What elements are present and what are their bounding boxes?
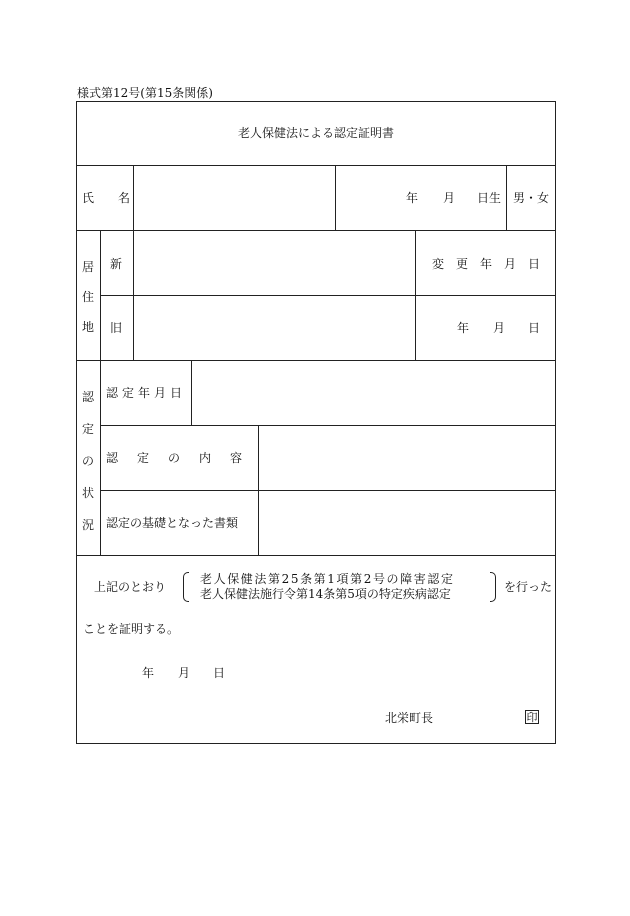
divider-cert-date bbox=[191, 360, 192, 425]
issue-day-label: 日 bbox=[213, 666, 226, 680]
divider-name-birth bbox=[335, 165, 336, 230]
divider-cert-1 bbox=[100, 425, 556, 426]
divider-section-labels bbox=[100, 230, 101, 555]
divider-cert-2 bbox=[100, 490, 556, 491]
seal-mark: 印 bbox=[526, 711, 538, 724]
statement-suffix: を行った bbox=[504, 580, 553, 594]
issue-month-label: 月 bbox=[178, 666, 191, 680]
left-bracket bbox=[183, 572, 189, 602]
divider-residence bbox=[76, 360, 556, 361]
certification-basis-label: 認定の基礎となった書類 bbox=[106, 516, 239, 530]
divider-cert bbox=[76, 555, 556, 556]
statement-prefix: 上記のとおり bbox=[94, 580, 167, 594]
residence-label: 居 住 地 bbox=[81, 260, 94, 334]
certification-date-label: 認定年月日 bbox=[106, 386, 187, 400]
change-date-label: 変 更 年 月 日 bbox=[432, 257, 541, 271]
birth-year-label: 年 bbox=[406, 191, 419, 205]
old-day-label: 日 bbox=[528, 321, 541, 335]
birth-day-label: 日生 bbox=[477, 191, 502, 205]
form-number-label: 様式第12号(第15条関係) bbox=[77, 86, 213, 100]
statement-option-1: 老人保健法第25条第1項第2号の障害認定 bbox=[200, 572, 455, 586]
divider-birth-sex bbox=[506, 165, 507, 230]
divider-residence-date bbox=[415, 230, 416, 360]
statement-option-2: 老人保健法施行令第14条第5項の特定疾病認定 bbox=[200, 587, 451, 601]
certification-status-label: 認 定 の 状 況 bbox=[81, 390, 94, 532]
divider-name-label bbox=[133, 165, 134, 230]
divider-newold bbox=[133, 230, 134, 360]
certification-content-label: 認定の内容 bbox=[106, 451, 262, 465]
old-month-label: 月 bbox=[493, 321, 506, 335]
new-address-label: 新 bbox=[110, 257, 123, 271]
divider-title bbox=[76, 165, 556, 166]
statement-line-2: ことを証明する。 bbox=[83, 622, 180, 636]
divider-cert-content bbox=[258, 425, 259, 555]
divider-residence-mid bbox=[100, 295, 556, 296]
old-address-label: 旧 bbox=[110, 321, 123, 335]
sex-label: 男・女 bbox=[513, 191, 550, 205]
issue-year-label: 年 bbox=[142, 666, 155, 680]
issuer-name: 北栄町長 bbox=[385, 711, 434, 725]
name-label: 氏 名 bbox=[82, 191, 131, 205]
divider-name bbox=[76, 230, 556, 231]
certificate-title: 老人保健法による認定証明書 bbox=[237, 126, 395, 140]
birth-month-label: 月 bbox=[443, 191, 456, 205]
right-bracket bbox=[490, 572, 496, 602]
old-year-label: 年 bbox=[457, 321, 470, 335]
